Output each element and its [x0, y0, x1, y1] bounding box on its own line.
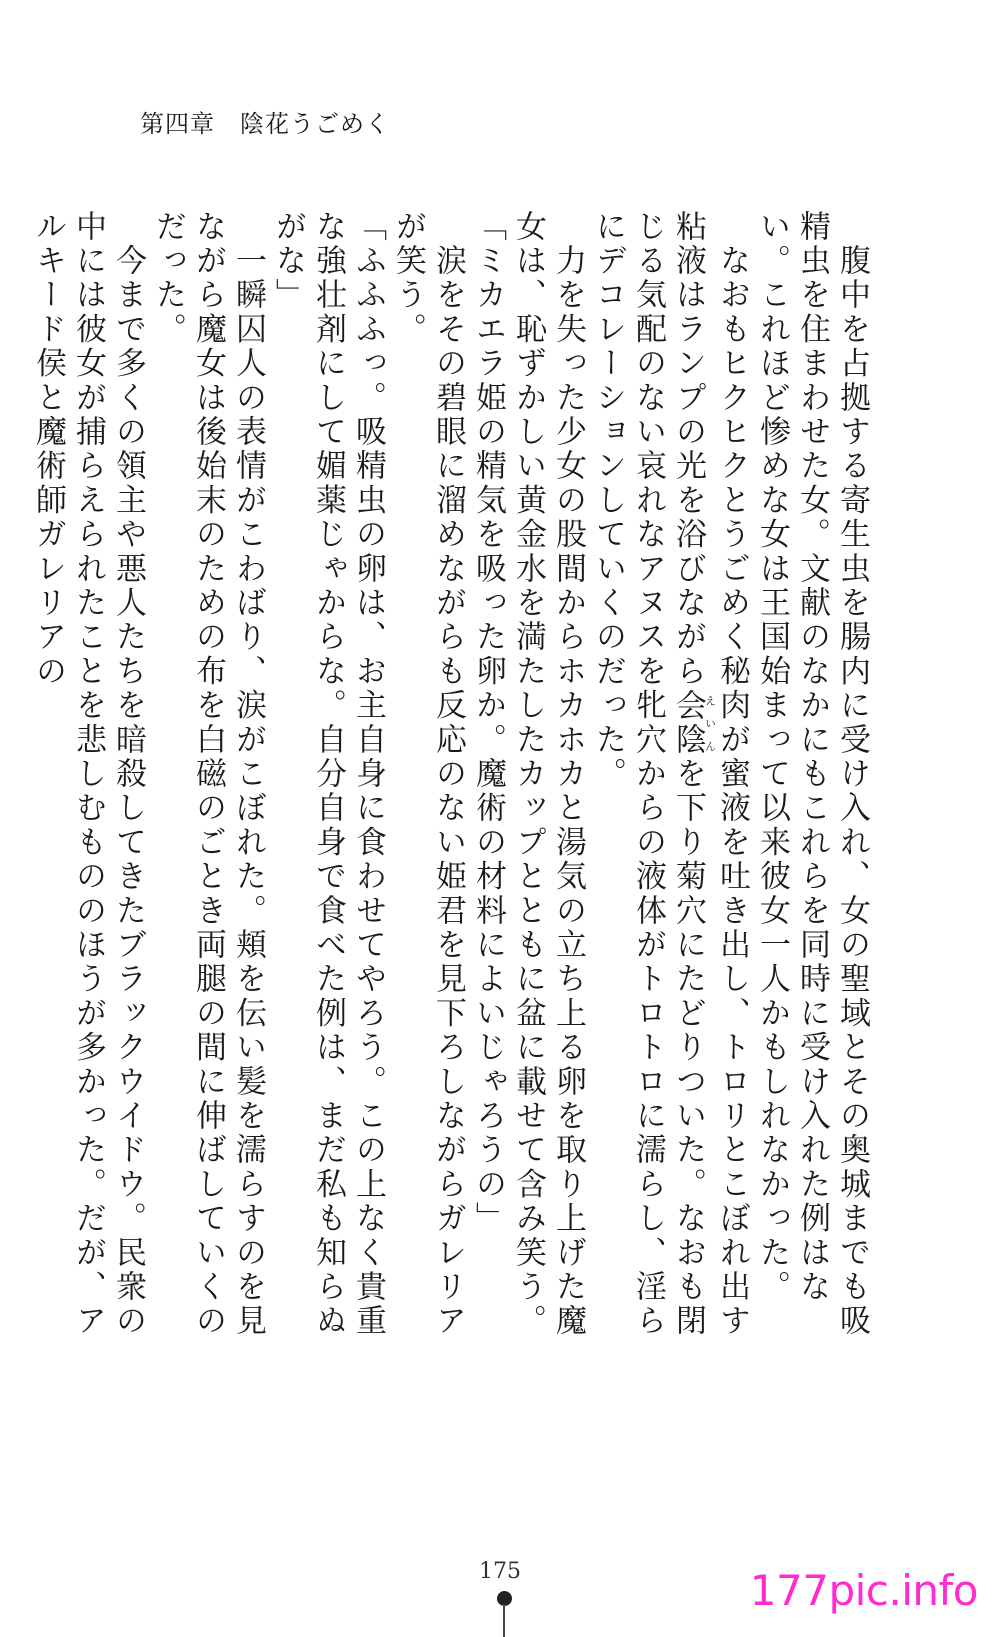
dialogue	[268, 210, 388, 1360]
dialogue	[468, 210, 508, 1360]
paragraph	[28, 210, 148, 1360]
ruby-reading: えいん	[703, 688, 717, 758]
paragraph	[388, 210, 468, 1360]
paragraph	[508, 210, 588, 1360]
body-text	[30, 210, 872, 1360]
page-number: 175	[479, 1559, 521, 1584]
paragraph-text: 一瞬囚人の表情がこわばり、涙がこぼれた。頬を伝い髪を濡らすのを見ながら魔女は後始末のための布を白磁のごとき両腿の間に伸ばしていくのだった。	[150, 210, 266, 1339]
paragraph-text: 涙をその碧眼に溜めながらも反応のない姫君を見下ろしながらガレリアが笑う。	[390, 210, 466, 1339]
folio-line	[503, 1604, 505, 1637]
paragraph	[588, 210, 752, 1360]
paragraph-text: 腹中を占拠する寄生虫を腸内に受け入れ、女の聖域とその奥城までも吸精虫を住まわせた女。文献のなかにもこれらを同時に受け入れた例はない。これほど惨めな女は王国始まって以来彼女一人かもしれなかった。	[754, 210, 870, 1339]
dialogue-text: 「ミカエラ姫の精気を吸った卵か。魔術の材料によいじゃろうの」	[470, 210, 506, 1236]
running-head: 第四章 陰花うごめく	[140, 110, 390, 138]
paragraph-text: 光を浴びながら会陰えいんを下り菊穴にたどりついた。なおも閉じる気配のない哀れなアヌスを牝穴からの液体がトロトロに濡らし、淫らにデコレーションしていくのだった。	[590, 210, 717, 1339]
paragraph	[148, 210, 268, 1360]
paragraph-text: 今まで多くの領主や悪人たちを暗殺してきたブラックウイドウ。民衆の中には彼女が捕らえられたことを悲しむもののほうが多かった。だが、アルキード侯と魔術師ガレリアの	[30, 210, 146, 1339]
paragraph-text: 力を失った少女の股間からホカホカと湯気の立ち上る卵を取り上げた魔女は、恥ずかしい黄金水を満たしたカップとともに盆に載せて含み笑う。	[510, 210, 586, 1339]
dialogue-text: 「ふふふっ。吸精虫の卵は、お主自身に食わせてやろう。この上なく貴重な強壮剤にして媚薬じゃからな。自分自身で食べた例は、まだ私も知らぬがな」	[270, 210, 386, 1339]
paragraph	[752, 210, 872, 1360]
ruby-word: 会陰えいん	[670, 688, 717, 758]
paragraph-text: なおもヒクヒクとうごめく秘肉が蜜液を吐き出し、トロリとこぼれ出す粘液はランプの	[670, 210, 750, 1339]
watermark: 177pic.info	[749, 1566, 978, 1615]
